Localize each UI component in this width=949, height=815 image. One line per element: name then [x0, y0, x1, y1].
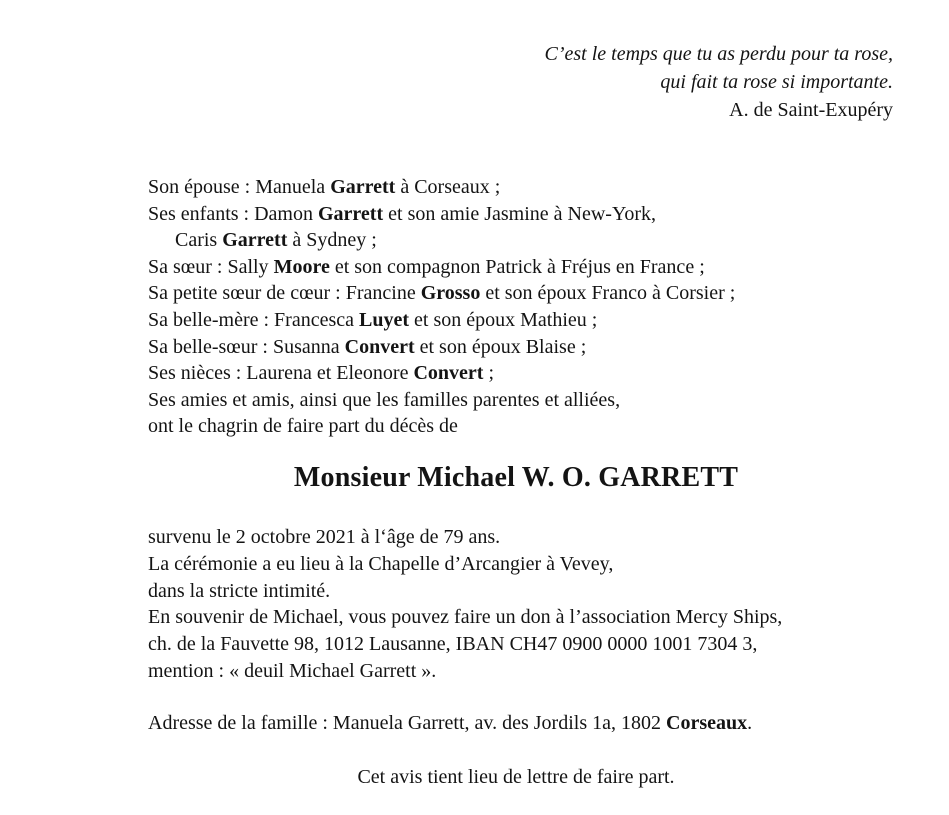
emphasized-name: Garrett	[330, 176, 396, 198]
text-segment: et son amie Jasmine à New-York,	[383, 202, 657, 225]
epigraph-line	[148, 40, 893, 68]
details-line	[148, 658, 938, 685]
details-line	[148, 524, 938, 551]
family-address	[148, 710, 938, 737]
emphasized-name: Grosso	[420, 282, 481, 305]
text-segment: survenu le 2 octobre 2021 à l‘âge de 79 ans.	[148, 526, 501, 548]
text-segment: Sa sœur : Sally	[148, 255, 274, 278]
text-segment: et son époux Mathieu ;	[409, 308, 598, 331]
details-line	[148, 604, 938, 631]
emphasized-name: Corseaux	[666, 712, 748, 734]
text-segment: Sa belle-mère : Francesca	[148, 308, 360, 331]
deceased-name-title: Monsieur Michael W. O. GARRETT	[293, 462, 739, 493]
epigraph-line	[148, 96, 893, 124]
emphasized-name: Garrett	[222, 229, 288, 252]
emphasized-name: Garrett	[317, 202, 384, 225]
closing-line: Cet avis tient lieu de lettre de faire part.	[357, 766, 675, 788]
text-segment: .	[747, 712, 753, 734]
epigraph-line	[148, 68, 893, 96]
text-segment: En souvenir de Michael, vous pouvez faire un don à l’association Mercy Ships,	[148, 606, 783, 629]
text-segment: Ses nièces : Laurena et Eleonore	[148, 362, 414, 385]
emphasized-name: Moore	[273, 255, 330, 278]
text-segment: Ses amies et amis, ainsi que les familles parentes et alliées,	[148, 388, 621, 411]
family-line	[148, 280, 918, 307]
text-segment: Caris	[175, 229, 223, 252]
family-line	[148, 307, 918, 334]
address-line	[148, 710, 938, 737]
details-line	[148, 578, 938, 605]
text-segment: qui fait ta rose si importante.	[660, 71, 893, 93]
family-line	[148, 201, 918, 228]
text-segment: et son époux Franco à Corsier ;	[480, 282, 736, 305]
details-line	[148, 551, 938, 578]
text-segment: à Sydney ;	[287, 229, 377, 252]
text-segment: ;	[483, 362, 494, 385]
family-line	[148, 254, 918, 281]
emphasized-name: Convert	[344, 335, 415, 358]
text-segment: et son compagnon Patrick à Fréjus en France ;	[329, 255, 705, 278]
family-line	[148, 413, 918, 440]
text-segment: mention : « deuil Michael Garrett ».	[148, 659, 437, 682]
text-segment: ont le chagrin de faire part du décès de	[148, 415, 458, 438]
text-segment: ch. de la Fauvette 98, 1012 Lausanne, IBAN CH47 0900 0000 1001 7304 3,	[148, 633, 758, 656]
text-segment: Son épouse : Manuela	[148, 176, 331, 198]
text-segment: et son époux Blaise ;	[414, 335, 587, 358]
text-segment: Sa belle-sœur : Susanna	[148, 335, 345, 358]
family-line	[148, 227, 918, 254]
text-segment: dans la stricte intimité.	[148, 579, 331, 602]
text-segment: Ses enfants : Damon	[148, 202, 318, 225]
family-line	[148, 334, 918, 361]
family-line	[148, 387, 918, 414]
text-segment: à Corseaux ;	[395, 176, 501, 198]
family-line	[148, 360, 918, 387]
text-segment: La cérémonie a eu lieu à la Chapelle d’Arcangier à Vevey,	[148, 552, 614, 575]
text-segment: C’est le temps que tu as perdu pour ta rose,	[544, 43, 893, 65]
family-list	[148, 174, 918, 440]
text-segment: Sa petite sœur de cœur : Francine	[148, 282, 421, 305]
details-line	[148, 631, 938, 658]
text-segment: Adresse de la famille : Manuela Garrett, av. des Jordils 1a, 1802	[148, 712, 666, 734]
epigraph-quote	[148, 40, 893, 124]
family-line	[148, 174, 918, 201]
ceremony-and-donation-details	[148, 524, 938, 685]
text-segment: A. de Saint-Exupéry	[729, 99, 893, 121]
emphasized-name: Luyet	[359, 308, 410, 331]
emphasized-name: Convert	[413, 362, 484, 385]
